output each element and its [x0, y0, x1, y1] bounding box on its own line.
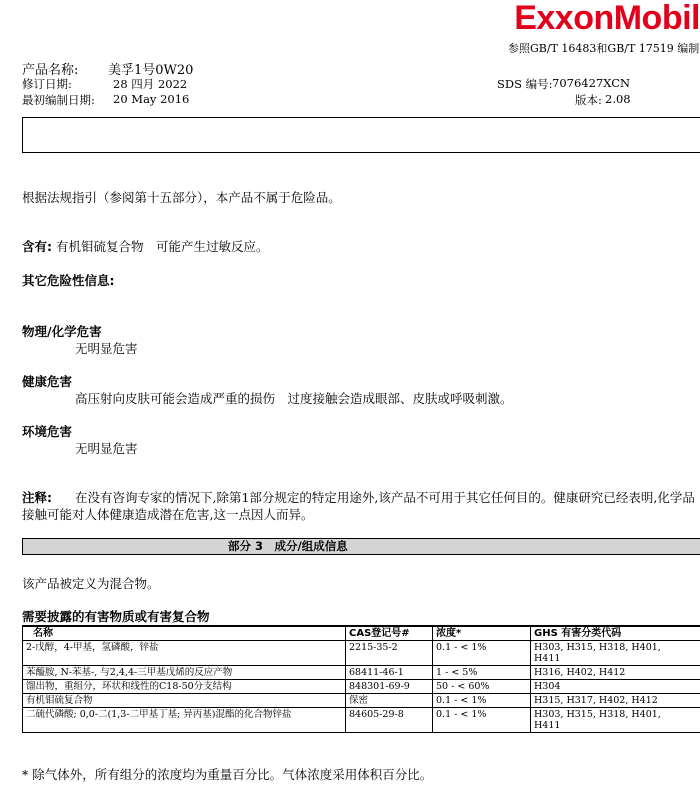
note-text-line2: 接触可能对人体健康造成潜在危害,这一点因人而异。 — [22, 507, 314, 522]
revision-date-label: 修订日期: — [22, 77, 72, 91]
cas-number: 68411-46-1 — [346, 666, 433, 680]
table-row — [23, 694, 700, 708]
health-hazard-text: 高压射向皮肤可能会造成严重的损伤 过度接触会造成眼部、皮肤或呼吸刺激。 — [75, 391, 513, 406]
concentration-footnote: * 除气体外，所有组分的浓度均为重量百分比。气体浓度采用体积百分比。 — [22, 767, 433, 782]
version-number: 2.08 — [605, 92, 631, 106]
concentration: 0.1 - < 1% — [433, 694, 531, 708]
column-header-ghs: GHS 有害分类代码 — [531, 626, 700, 641]
version-label: 版本: — [575, 93, 602, 107]
ghs-codes-line2: H411 — [534, 653, 561, 664]
table-header-row — [23, 626, 700, 641]
contains-label: 含有: — [22, 239, 52, 254]
cas-number: 848301-69-9 — [346, 680, 433, 694]
other-hazards-heading: 其它危险性信息: — [22, 273, 115, 288]
health-hazard-heading: 健康危害 — [22, 374, 73, 389]
substance-name: 2-戊醇，4-甲基，氢磷酸，锌盐 — [23, 641, 346, 666]
hazardous-substances-title: 需要披露的有害物质或有害复合物 — [22, 609, 210, 624]
cas-number: 84605-29-8 — [346, 708, 433, 733]
table-row — [23, 708, 700, 733]
concentration: 50 - < 60% — [433, 680, 531, 694]
table-row — [23, 641, 700, 666]
exxonmobil-logo: ExxonMobil — [514, 0, 700, 37]
ghs-codes-line2: H411 — [534, 720, 561, 731]
table-row — [23, 666, 700, 680]
environmental-hazard-text: 无明显危害 — [75, 441, 138, 456]
column-header-name: 名称 — [23, 626, 346, 641]
standard-reference: 参照GB/T 16483和GB/T 17519 编制 — [508, 42, 700, 55]
phys-chem-hazard-text: 无明显危害 — [75, 341, 138, 356]
first-edition-date: 20 May 2016 — [113, 92, 190, 106]
note-label: 注释: — [22, 490, 52, 505]
contains-text: 有机钼硫复合物 可能产生过敏反应。 — [55, 239, 269, 254]
ghs-codes — [531, 641, 700, 666]
revision-date: 28 四月 2022 — [113, 77, 188, 91]
ghs-codes: H315, H317, H402, H412 — [531, 694, 700, 708]
concentration: 0.1 - < 1% — [433, 641, 531, 666]
ghs-codes: H304 — [531, 680, 700, 694]
substance-name: 二硫代磷酸; 0,0-二(1,3-二甲基丁基; 异丙基)混酯的化合物锌盐 — [23, 708, 346, 733]
sds-number-label: SDS 编号: — [497, 77, 553, 91]
ghs-codes: H316, H402, H412 — [531, 666, 700, 680]
ghs-codes-line1: H303, H315, H318, H401, — [534, 642, 661, 653]
column-header-concentration: 浓度* — [433, 626, 531, 641]
classification-statement: 根据法规指引（参阅第十五部分），本产品不属于危险品。 — [22, 190, 341, 205]
section-3-title: 部分 3 成分/组成信息 — [228, 539, 348, 553]
hazardous-substances-table — [22, 625, 700, 733]
phys-chem-hazard-heading: 物理/化学危害 — [22, 324, 102, 339]
substance-name: 有机钼硫复合物 — [23, 694, 346, 708]
first-edition-label: 最初编制日期: — [22, 93, 95, 107]
ghs-codes — [531, 708, 700, 733]
environmental-hazard-heading: 环境危害 — [22, 424, 73, 439]
note-text-line1: 在没有咨询专家的情况下,除第1部分规定的特定用途外,该产品不可用于其它任何目的。健康研究已经表明,化学品 — [75, 490, 695, 505]
product-name-label: 产品名称: — [22, 63, 79, 78]
table-row — [23, 680, 700, 694]
cas-number: 保密 — [346, 694, 433, 708]
ghs-codes-line1: H303, H315, H318, H401, — [534, 709, 661, 720]
product-name: 美孚1号0W20 — [108, 63, 194, 78]
concentration: 0.1 - < 1% — [433, 708, 531, 733]
substance-name: 苯醯胺, N-苯基-, 与2,4,4-三甲基戊烯的反应产物 — [23, 666, 346, 680]
substance-name: 馏出物，重组分，环状和线性的C18-50分支结构 — [23, 680, 346, 694]
cas-number: 2215-35-2 — [346, 641, 433, 666]
section-3-header — [22, 538, 700, 555]
concentration: 1 - < 5% — [433, 666, 531, 680]
mixture-statement: 该产品被定义为混合物。 — [22, 576, 160, 591]
empty-section-box — [22, 117, 700, 153]
contains-line — [22, 237, 269, 255]
column-header-cas: CAS登记号# — [346, 626, 433, 641]
sds-number: 7076427XCN — [552, 76, 631, 90]
